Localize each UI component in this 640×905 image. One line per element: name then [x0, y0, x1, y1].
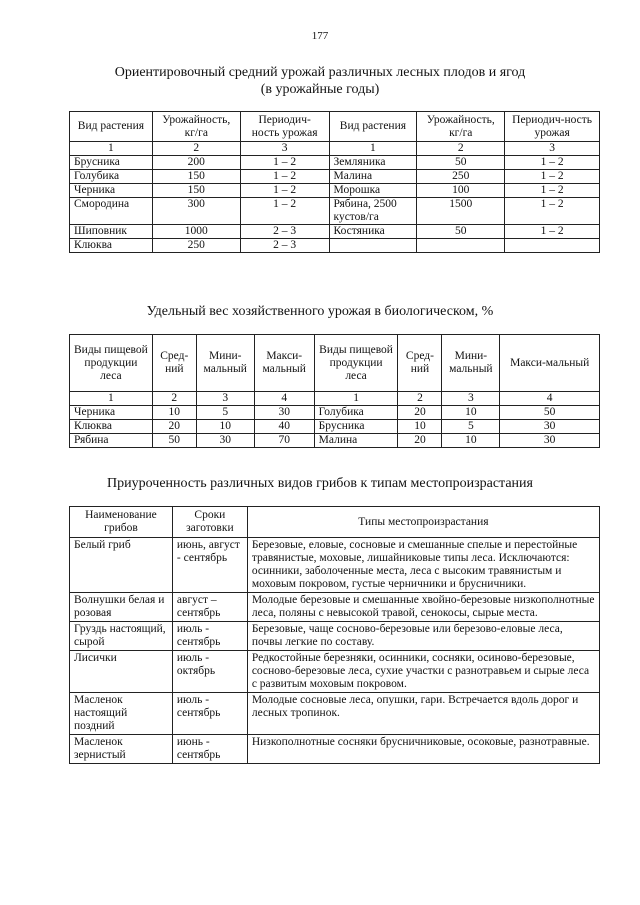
- header-row: [70, 335, 600, 392]
- table-cell: Черника: [70, 406, 153, 420]
- header-cell: Макси-мальный: [254, 335, 314, 392]
- table-cell: 50: [417, 225, 505, 239]
- table-row: [70, 198, 600, 225]
- table-cell: 10: [398, 420, 442, 434]
- header-cell: Вид растения: [70, 112, 153, 142]
- page-number: 177: [311, 30, 329, 42]
- berry-yield-table: [69, 111, 600, 253]
- column-number: 4: [254, 392, 314, 406]
- table-cell: 50: [417, 156, 505, 170]
- table-cell: 2 – 3: [240, 239, 329, 253]
- table-cell: 20: [398, 434, 442, 448]
- column-number: 2: [152, 392, 196, 406]
- mushroom-name: Белый гриб: [70, 538, 173, 593]
- table-cell: 10: [442, 434, 500, 448]
- habitat-description: Молодые сосновые леса, опушки, гари. Встречается вдоль дорог и лесных тропинок.: [247, 693, 599, 735]
- table-cell: 5: [442, 420, 500, 434]
- header-row: [70, 112, 600, 142]
- column-number: 1: [70, 142, 153, 156]
- mushroom-name: Груздь настоящий, сырой: [70, 622, 173, 651]
- habitat-description: Низкополнотные сосняки брусничниковые, осоковые, разнотравные.: [247, 735, 599, 764]
- table1-title-line2: (в урожайные годы): [260, 82, 380, 97]
- table-cell: Малина: [314, 434, 398, 448]
- table-cell: 10: [196, 420, 254, 434]
- table-row: [70, 420, 600, 434]
- table-row: [70, 406, 600, 420]
- table-cell: 50: [152, 434, 196, 448]
- column-number: 3: [196, 392, 254, 406]
- table-cell: Рябина, 2500 кустов/га: [329, 198, 417, 225]
- column-number: 4: [500, 392, 600, 406]
- table-cell: Голубика: [314, 406, 398, 420]
- table-cell: 150: [152, 170, 240, 184]
- table-cell: 1 – 2: [505, 225, 600, 239]
- column-number: 2: [398, 392, 442, 406]
- table-cell: [329, 239, 417, 253]
- table-cell: Малина: [329, 170, 417, 184]
- column-number: 3: [442, 392, 500, 406]
- table-cell: 100: [417, 184, 505, 198]
- header-cell: Типы местопроизрастания: [247, 507, 599, 538]
- header-cell: Урожайность, кг/га: [152, 112, 240, 142]
- header-row: [70, 507, 600, 538]
- table2-title: Удельный вес хозяйственного урожая в биологическом, %: [146, 304, 494, 319]
- harvest-share-table: [69, 334, 600, 448]
- table-row: [70, 184, 600, 198]
- table-cell: 20: [152, 420, 196, 434]
- harvest-period: август – сентябрь: [172, 593, 247, 622]
- table-cell: [417, 239, 505, 253]
- header-cell: Виды пищевой продукции леса: [314, 335, 398, 392]
- harvest-period: июнь, август - сентябрь: [172, 538, 247, 593]
- table-cell: 1 – 2: [240, 156, 329, 170]
- column-number: 2: [152, 142, 240, 156]
- header-cell: Мини-мальный: [442, 335, 500, 392]
- table-cell: Земляника: [329, 156, 417, 170]
- table-cell: 30: [500, 420, 600, 434]
- table-cell: Смородина: [70, 198, 153, 225]
- habitat-description: Редкостойные березняки, осинники, сосняки, осиново-березовые, сосново-березовые леса, сухие участки с разнотравьем и сырые леса с развитым моховым покровом.: [247, 651, 599, 693]
- column-number: 1: [70, 392, 153, 406]
- table-cell: 70: [254, 434, 314, 448]
- table-cell: 1 – 2: [240, 198, 329, 225]
- table-cell: 40: [254, 420, 314, 434]
- table-cell: Голубика: [70, 170, 153, 184]
- table-cell: 200: [152, 156, 240, 170]
- table-cell: 30: [254, 406, 314, 420]
- habitat-description: Молодые березовые и смешанные хвойно-березовые низкополнотные леса, поляны с невысокой травой, сенокосы, сырые места.: [247, 593, 599, 622]
- mushroom-habitat-table: [69, 506, 600, 764]
- header-cell: Периодич-ность урожая: [505, 112, 600, 142]
- header-cell: Урожайность, кг/га: [417, 112, 505, 142]
- table-row: [70, 170, 600, 184]
- table-cell: 1 – 2: [240, 184, 329, 198]
- header-cell: Мини-мальный: [196, 335, 254, 392]
- table-cell: 1000: [152, 225, 240, 239]
- header-cell: Вид растения: [329, 112, 417, 142]
- table-cell: Морошка: [329, 184, 417, 198]
- table-cell: 1 – 2: [505, 198, 600, 225]
- table-cell: Брусника: [314, 420, 398, 434]
- column-number: 1: [314, 392, 398, 406]
- habitat-description: Березовые, еловые, сосновые и смешанные спелые и перестойные травянистые, моховые, лишайниковые типы леса. Исключаются: осинники, заболоченные места, леса с высоким травянистым и моховым покровом, густые черничники и брусничники.: [247, 538, 599, 593]
- table-row: [70, 651, 600, 693]
- harvest-period: июнь - сентябрь: [172, 735, 247, 764]
- table-cell: Черника: [70, 184, 153, 198]
- table-row: [70, 693, 600, 735]
- table-cell: 1 – 2: [505, 156, 600, 170]
- header-cell: Виды пищевой продукции леса: [70, 335, 153, 392]
- table-cell: 1 – 2: [505, 184, 600, 198]
- table-cell: 10: [442, 406, 500, 420]
- table-cell: 30: [196, 434, 254, 448]
- table-cell: Шиповник: [70, 225, 153, 239]
- table-cell: 250: [417, 170, 505, 184]
- column-number-row: [70, 392, 600, 406]
- table-cell: 1 – 2: [240, 170, 329, 184]
- header-cell: Периодич-ность урожая: [240, 112, 329, 142]
- column-number: 2: [417, 142, 505, 156]
- table-cell: [505, 239, 600, 253]
- table-cell: Брусника: [70, 156, 153, 170]
- column-number-row: [70, 142, 600, 156]
- table-cell: 10: [152, 406, 196, 420]
- habitat-description: Березовые, чаще сосново-березовые или березово-еловые леса, почвы легкие по составу.: [247, 622, 599, 651]
- mushroom-name: Масленок настоящий поздний: [70, 693, 173, 735]
- table-cell: 50: [500, 406, 600, 420]
- mushroom-name: Лисички: [70, 651, 173, 693]
- column-number: 3: [240, 142, 329, 156]
- mushroom-name: Масленок зернистый: [70, 735, 173, 764]
- table-cell: Клюква: [70, 239, 153, 253]
- table-cell: Клюква: [70, 420, 153, 434]
- table-row: [70, 156, 600, 170]
- header-cell: Сроки заготовки: [172, 507, 247, 538]
- table-cell: 2 – 3: [240, 225, 329, 239]
- table-cell: 5: [196, 406, 254, 420]
- table3-title: Приуроченность различных видов грибов к типам местопроизрастания: [107, 476, 533, 491]
- harvest-period: июль - сентябрь: [172, 622, 247, 651]
- harvest-period: июль - октябрь: [172, 651, 247, 693]
- table1-title-line1: Ориентировочный средний урожай различных лесных плодов и ягод: [114, 65, 526, 80]
- table-cell: 1500: [417, 198, 505, 225]
- header-cell: Наименование грибов: [70, 507, 173, 538]
- table-cell: 250: [152, 239, 240, 253]
- column-number: 1: [329, 142, 417, 156]
- mushroom-name: Волнушки белая и розовая: [70, 593, 173, 622]
- table-cell: 1 – 2: [505, 170, 600, 184]
- table-row: [70, 225, 600, 239]
- header-cell: Сред-ний: [398, 335, 442, 392]
- table-row: [70, 593, 600, 622]
- table-row: [70, 622, 600, 651]
- table-row: [70, 538, 600, 593]
- table-cell: 300: [152, 198, 240, 225]
- header-cell: Сред-ний: [152, 335, 196, 392]
- header-cell: Макси-мальный: [500, 335, 600, 392]
- table-cell: Рябина: [70, 434, 153, 448]
- column-number: 3: [505, 142, 600, 156]
- harvest-period: июль - сентябрь: [172, 693, 247, 735]
- table-cell: Костяника: [329, 225, 417, 239]
- table-row: [70, 434, 600, 448]
- table-row: [70, 735, 600, 764]
- table-cell: 30: [500, 434, 600, 448]
- table-row: [70, 239, 600, 253]
- table-cell: 150: [152, 184, 240, 198]
- table-cell: 20: [398, 406, 442, 420]
